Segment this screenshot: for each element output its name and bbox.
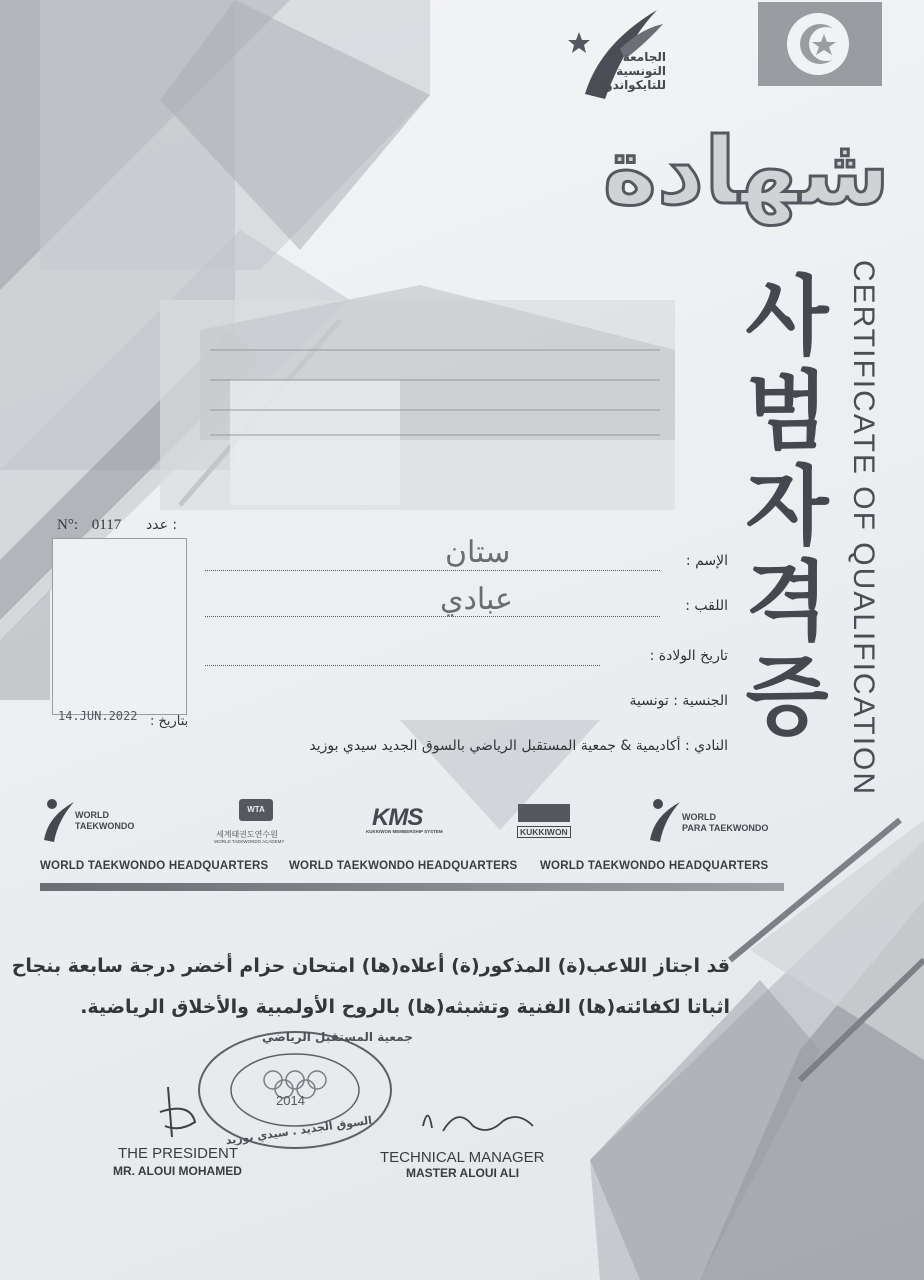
surname-value: عبادي [440,582,513,617]
title-korean [742,267,832,747]
para-line-2: PARA TAEKWONDO [682,823,769,833]
korean-char: 범 [745,362,829,462]
kukkiwon-logo: KUKKIWON [517,826,571,838]
federation-line-2: التونسية [616,64,666,78]
korean-char: 증 [745,647,829,747]
issue-date-label: بتاريخ : [150,714,189,729]
para-line-1: WORLD [682,812,716,822]
president-title: THE PRESIDENT [118,1145,239,1162]
body-line-1: قد اجتاز اللاعب(ة) المذكور(ة) أعلاه(ها) امتحان حزام أخضر درجة سابعة بنجاح [11,955,730,977]
hq-label: WORLD TAEKWONDO HEADQUARTERS [540,860,769,872]
world-taekwondo-icon [40,796,76,844]
club-field: النادي : أكاديمية & جمعية المستقبل الرياضي بالسوق الجديد سيدي بوزيد [309,738,728,754]
name-value: ستان [445,535,511,570]
surname-label: اللقب : [685,598,728,614]
birth-line [205,664,600,666]
korean-char: 자 [745,457,829,557]
world-taekwondo-logo [75,810,134,832]
wt-line-1: WORLD [75,810,109,820]
name-line [205,569,660,571]
name-label: الإسم : [685,553,728,569]
wta-logo: WTA [239,799,273,821]
president-signature [150,1082,210,1147]
stamp-bottom-text: السوق الجديد . سيدي بوزيد [224,1113,373,1148]
issue-date-handwritten: 14.JUN.2022 [58,709,138,723]
tunisia-flag [758,2,882,86]
title-arabic: شهادة [602,118,890,225]
number-label-arabic: : عدد [146,517,178,533]
nationality-field: الجنسية : تونسية [629,693,728,709]
korean-char: 격 [745,552,829,652]
wta-subtitle: WORLD TAEKWONDO ACADEMY [214,839,285,844]
divider-bar [40,883,784,891]
certificate-number [57,517,121,534]
surname-line [205,615,660,617]
kms-logo: KMS [372,804,423,831]
federation-line-3: للتايكواندو [605,78,666,92]
kukkiwon-emblem [518,804,570,822]
hq-label: WORLD TAEKWONDO HEADQUARTERS [40,860,269,872]
manager-title: TECHNICAL MANAGER [380,1149,545,1166]
federation-name [600,50,666,92]
number-label: N°: [57,517,78,533]
number-value: 0117 [91,517,122,533]
photo-box [52,538,187,715]
korean-char: 사 [745,267,829,367]
body-line-2: اثباتا لكفائته(ها) الفنية وتشبثه(ها) بالروح الأولمبية والأخلاق الرياضية. [80,996,730,1018]
kms-subtitle: KUKKIWON MEMBERSHIP SYSTEM [366,829,443,834]
stamp-year: 2014 [276,1093,305,1108]
wta-korean: 세계태권도연수원 [216,830,278,839]
flag-emblem-icon [758,2,882,86]
wt-line-2: TAEKWONDO [75,821,135,831]
para-taekwondo-logo [682,812,768,834]
president-name: MR. ALOUI MOHAMED [113,1164,242,1178]
para-taekwondo-icon [646,796,682,844]
title-english: CERTIFICATE OF QUALIFICATION [847,260,880,797]
birth-label: تاريخ الولادة : [649,648,728,664]
hq-label: WORLD TAEKWONDO HEADQUARTERS [289,860,518,872]
stamp-top-text: جمعية المستقبل الرياضي [262,1030,413,1044]
federation-line-1: الجامعة [622,50,666,64]
manager-name: MASTER ALOUI ALI [406,1166,520,1180]
manager-signature [418,1096,538,1144]
